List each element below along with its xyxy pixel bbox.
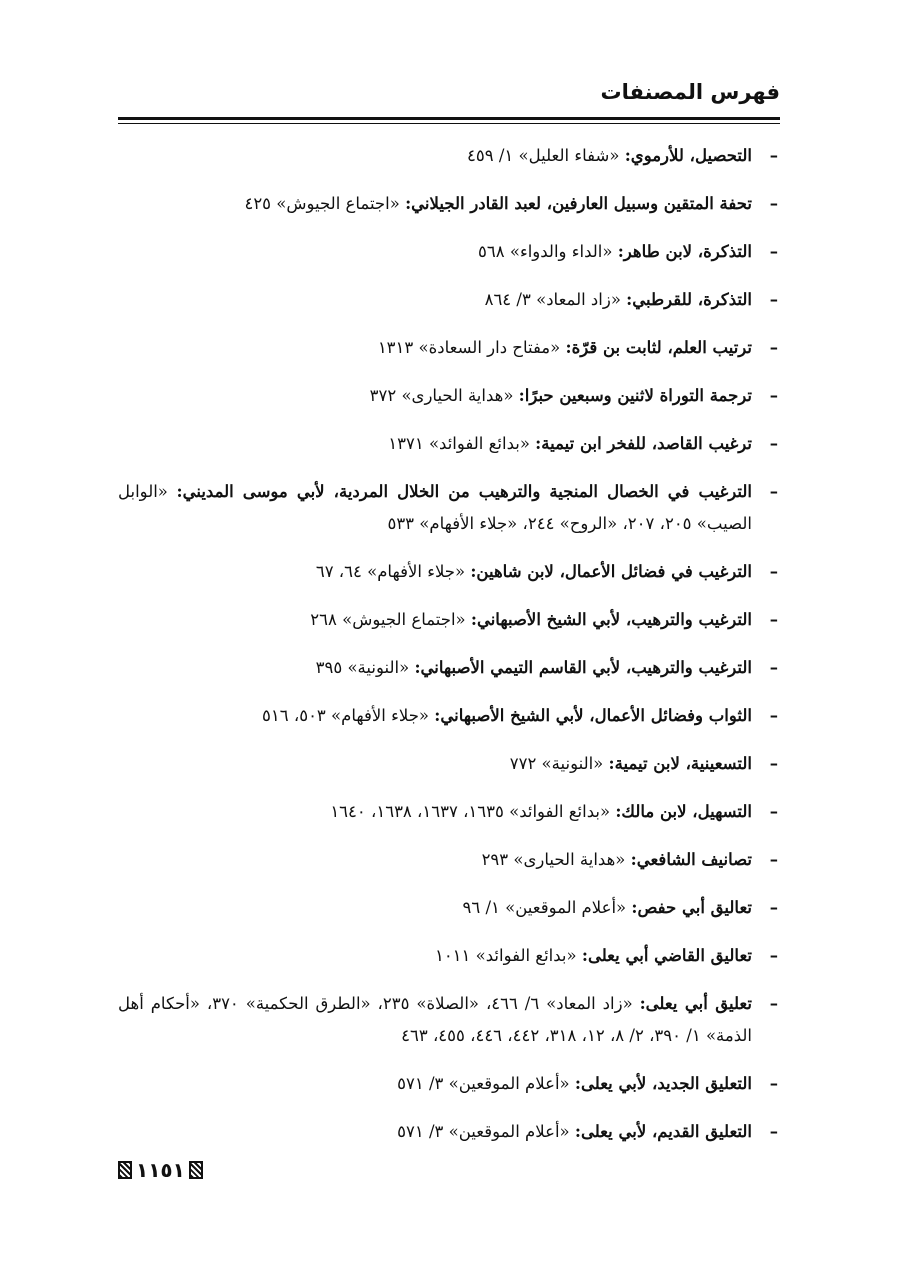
index-entry	[118, 796, 780, 828]
index-entry	[118, 748, 780, 780]
index-entry	[118, 476, 780, 540]
entry-references: «أعلام الموقعين» ٣/ ٥٧١	[397, 1074, 575, 1093]
ornament-right-icon	[189, 1161, 203, 1179]
index-entry	[118, 284, 780, 316]
entry-title: التعليق القديم، لأبي يعلى:	[574, 1122, 752, 1141]
header-rule-thin	[118, 123, 780, 124]
index-entry	[118, 988, 780, 1052]
index-entry	[118, 140, 780, 172]
header-rule-thick	[118, 117, 780, 120]
page-number-text: ١١٥١	[136, 1158, 185, 1182]
entry-references: «أعلام الموقعين» ١/ ٩٦	[462, 898, 632, 917]
entry-title: التحصيل، للأرموي:	[624, 146, 752, 165]
entry-references: «اجتماع الجيوش» ٢٦٨	[310, 610, 471, 629]
entry-references: «جلاء الأفهام» ٦٤، ٦٧	[315, 562, 471, 581]
entry-title: ترغيب القاصد، للفخر ابن تيمية:	[535, 434, 752, 453]
entry-title: التذكرة، للقرطبي:	[626, 290, 752, 309]
entry-references: «أعلام الموقعين» ٣/ ٥٧١	[397, 1122, 575, 1141]
entry-references: «النونية» ٣٩٥	[315, 658, 415, 677]
entry-title: التعليق الجديد، لأبي يعلى:	[574, 1074, 752, 1093]
entry-title: الترغيب في الخصال المنجية والترهيب من الخلال المردية، لأبي موسى المديني:	[176, 482, 753, 501]
entry-references: «بدائع الفوائد» ١٣٧١	[388, 434, 536, 453]
index-entry	[118, 844, 780, 876]
entry-references: «هداية الحيارى» ٢٩٣	[481, 850, 631, 869]
entry-title: ترتيب العلم، لثابت بن قرّة:	[565, 338, 752, 357]
entry-title: الترغيب والترهيب، لأبي الشيخ الأصبهاني:	[470, 610, 752, 629]
index-entry	[118, 1116, 780, 1148]
entry-title: الترغيب في فضائل الأعمال، لابن شاهين:	[470, 562, 752, 581]
entry-title: التذكرة، لابن طاهر:	[617, 242, 752, 261]
entry-title: الترغيب والترهيب، لأبي القاسم التيمي الأصبهاني:	[414, 658, 752, 677]
entry-title: التسعينية، لابن تيمية:	[608, 754, 752, 773]
index-entries	[118, 140, 780, 1164]
index-entry	[118, 652, 780, 684]
index-entry	[118, 332, 780, 364]
page-number	[118, 1158, 203, 1182]
entry-title: تحفة المتقين وسبيل العارفين، لعبد القادر الجيلاني:	[405, 194, 752, 213]
entry-title: تعليق أبي يعلى:	[639, 994, 752, 1013]
entry-references: «جلاء الأفهام» ٥٠٣، ٥١٦	[262, 706, 435, 725]
index-entry	[118, 428, 780, 460]
index-entry	[118, 188, 780, 220]
entry-references: «زاد المعاد» ٦/ ٤٦٦، «الصلاة» ٢٣٥، «الطرق الحكمية» ٣٧٠، «أحكام أهل الذمة» ١/ ٣٩٠، ٢/ ٨، ١٢، ٣١٨، ٤٤٢، ٤٤٦، ٤٥٥، ٤٦٣	[118, 994, 752, 1045]
entry-title: ترجمة التوراة لاثنين وسبعين حبرًا:	[518, 386, 752, 405]
index-entry	[118, 892, 780, 924]
entry-references: «الوابل الصيب» ٢٠٥، ٢٠٧، «الروح» ٢٤٤، «جلاء الأفهام» ٥٣٣	[118, 482, 752, 533]
index-entry	[118, 604, 780, 636]
index-entry	[118, 940, 780, 972]
entry-references: «مفتاح دار السعادة» ١٣١٣	[377, 338, 566, 357]
index-entry	[118, 236, 780, 268]
index-entry	[118, 380, 780, 412]
entry-title: تعاليق القاضي أبي يعلى:	[581, 946, 752, 965]
index-entry	[118, 1068, 780, 1100]
index-entry	[118, 700, 780, 732]
entry-references: «النونية» ٧٧٢	[509, 754, 609, 773]
page-header-title: فهرس المصنفات	[600, 80, 780, 104]
entry-title: تصانيف الشافعي:	[630, 850, 752, 869]
entry-title: الثواب وفضائل الأعمال، لأبي الشيخ الأصبهاني:	[434, 706, 752, 725]
entry-references: «الداء والدواء» ٥٦٨	[478, 242, 618, 261]
entry-references: «شفاء العليل» ١/ ٤٥٩	[467, 146, 625, 165]
entry-references: «بدائع الفوائد» ١٦٣٥، ١٦٣٧، ١٦٣٨، ١٦٤٠	[330, 802, 616, 821]
entry-references: «زاد المعاد» ٣/ ٨٦٤	[484, 290, 627, 309]
entry-references: «اجتماع الجيوش» ٤٢٥	[244, 194, 406, 213]
entry-references: «بدائع الفوائد» ١٠١١	[434, 946, 582, 965]
entry-title: التسهيل، لابن مالك:	[615, 802, 752, 821]
entry-title: تعاليق أبي حفص:	[631, 898, 752, 917]
entry-references: «هداية الحيارى» ٣٧٢	[369, 386, 519, 405]
index-entry	[118, 556, 780, 588]
ornament-left-icon	[118, 1161, 132, 1179]
